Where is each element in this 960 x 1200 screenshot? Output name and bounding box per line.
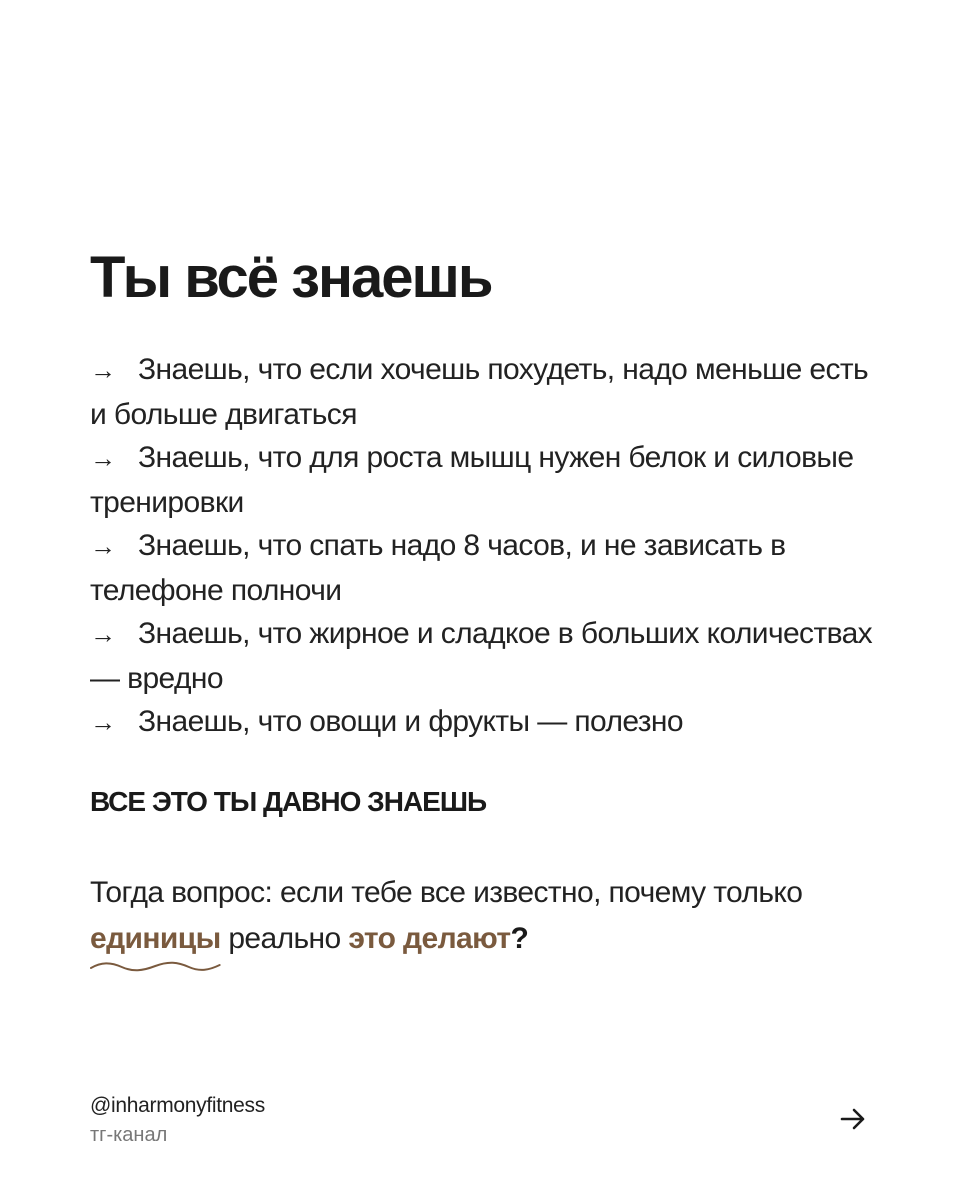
highlight-phrase: это делают bbox=[348, 922, 511, 955]
question-start: Тогда вопрос: если тебе все известно, почему только bbox=[90, 876, 803, 909]
list-item-text: Знаешь, что для роста мышц нужен белок и силовые тренировки bbox=[90, 441, 854, 519]
footer bbox=[90, 1092, 265, 1150]
list-item-text: Знаешь, что жирное и сладкое в больших количествах — вредно bbox=[90, 617, 873, 695]
list-item-text: Знаешь, что спать надо 8 часов, и не зависать в телефоне полночи bbox=[90, 529, 786, 607]
arrow-right-icon: → bbox=[90, 443, 116, 473]
list-item bbox=[90, 436, 890, 524]
highlight-underlined bbox=[90, 916, 221, 962]
arrow-right-icon: → bbox=[90, 531, 116, 561]
question-text bbox=[90, 870, 910, 962]
arrow-right-icon: → bbox=[90, 619, 116, 649]
arrow-right-icon: → bbox=[90, 707, 116, 737]
channel-caption: тг-канал bbox=[90, 1124, 168, 1146]
list-item bbox=[90, 348, 890, 436]
list-item bbox=[90, 524, 890, 612]
question-mark: ? bbox=[510, 922, 529, 955]
facts-list bbox=[90, 348, 890, 745]
page-title: Ты всё знаешь bbox=[90, 245, 492, 310]
list-item bbox=[90, 612, 890, 700]
question-middle: реально bbox=[220, 922, 349, 955]
account-handle[interactable]: @inharmonyfitness bbox=[90, 1094, 265, 1117]
list-item-text: Знаешь, что если хочешь похудеть, надо меньше есть и больше двигаться bbox=[90, 353, 869, 431]
highlight-word: единицы bbox=[90, 922, 221, 955]
subheading: ВСЕ ЭТО ТЫ ДАВНО ЗНАЕШЬ bbox=[90, 786, 487, 817]
list-item bbox=[90, 700, 890, 745]
wavy-underline bbox=[90, 960, 221, 972]
list-item-text: Знаешь, что овощи и фрукты — полезно bbox=[138, 705, 683, 738]
arrow-right-icon[interactable] bbox=[838, 1104, 868, 1134]
arrow-right-icon: → bbox=[90, 355, 116, 385]
